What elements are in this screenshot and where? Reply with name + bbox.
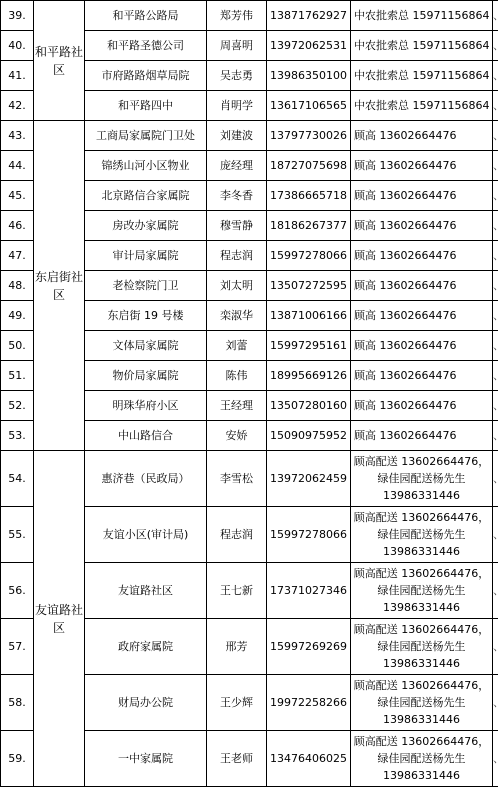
- phone-number: 18727075698: [267, 151, 351, 181]
- contact-person: 栾淑华: [207, 301, 267, 331]
- phone-number: 15090975952: [267, 421, 351, 451]
- phone-number: 13476406025: [267, 731, 351, 787]
- location-name: 老检察院门卫: [85, 271, 207, 301]
- edge-mark: 、: [493, 1, 498, 31]
- row-number: 42.: [1, 91, 34, 121]
- supplier-contact: 顾高 13602664476: [351, 181, 493, 211]
- location-name: 锦绣山河小区物业: [85, 151, 207, 181]
- supplier-contact: 顾高配送 13602664476，绿佳园配送杨先生 13986331446: [351, 563, 493, 619]
- contact-person: 刘蕾: [207, 331, 267, 361]
- location-name: 友谊小区(审计局): [85, 507, 207, 563]
- contact-person: 程志润: [207, 507, 267, 563]
- edge-mark: 、: [493, 391, 498, 421]
- phone-number: 15997278066: [267, 241, 351, 271]
- community-name: 和平路社区: [34, 1, 85, 121]
- row-number: 47.: [1, 241, 34, 271]
- contact-person: 王老师: [207, 731, 267, 787]
- location-name: 和平路公路局: [85, 1, 207, 31]
- edge-mark: 、: [493, 241, 498, 271]
- phone-number: 13507272595: [267, 271, 351, 301]
- edge-mark: 、: [493, 61, 498, 91]
- phone-number: 13507280160: [267, 391, 351, 421]
- edge-mark: 、: [493, 31, 498, 61]
- edge-mark: 、: [493, 731, 498, 787]
- contact-person: 肖明学: [207, 91, 267, 121]
- row-number: 52.: [1, 391, 34, 421]
- row-number: 53.: [1, 421, 34, 451]
- contact-person: 邢芳: [207, 619, 267, 675]
- row-number: 54.: [1, 451, 34, 507]
- phone-number: 13871762927: [267, 1, 351, 31]
- location-name: 和平路四中: [85, 91, 207, 121]
- row-number: 55.: [1, 507, 34, 563]
- contact-person: 庞经理: [207, 151, 267, 181]
- contact-person: 吴志勇: [207, 61, 267, 91]
- row-number: 59.: [1, 731, 34, 787]
- location-name: 一中家属院: [85, 731, 207, 787]
- phone-number: 13797730026: [267, 121, 351, 151]
- supplier-contact: 顾高 13602664476: [351, 301, 493, 331]
- contact-person: 王七新: [207, 563, 267, 619]
- edge-mark: 、: [493, 181, 498, 211]
- supplier-contact: 中农批索总 15971156864: [351, 91, 493, 121]
- location-name: 和平路圣德公司: [85, 31, 207, 61]
- phone-number: 15997278066: [267, 507, 351, 563]
- row-number: 43.: [1, 121, 34, 151]
- supplier-contact: 顾高配送 13602664476，绿佳园配送杨先生 13986331446: [351, 451, 493, 507]
- supplier-contact: 中农批索总 15971156864: [351, 31, 493, 61]
- contact-person: 安娇: [207, 421, 267, 451]
- phone-number: 13617106565: [267, 91, 351, 121]
- location-name: 审计局家属院: [85, 241, 207, 271]
- contact-person: 王经理: [207, 391, 267, 421]
- supplier-contact: 中农批索总 15971156864: [351, 1, 493, 31]
- phone-number: 18995669126: [267, 361, 351, 391]
- contact-person: 穆雪静: [207, 211, 267, 241]
- location-name: 工商局家属院门卫处: [85, 121, 207, 151]
- row-number: 46.: [1, 211, 34, 241]
- table-row: [1, 121, 498, 151]
- row-number: 41.: [1, 61, 34, 91]
- location-name: 北京路信合家属院: [85, 181, 207, 211]
- phone-number: 18186267377: [267, 211, 351, 241]
- supplier-contact: 顾高 13602664476: [351, 331, 493, 361]
- supplier-contact: 顾高 13602664476: [351, 391, 493, 421]
- row-number: 45.: [1, 181, 34, 211]
- table-row: [1, 451, 498, 507]
- supplier-contact: 中农批索总 15971156864: [351, 61, 493, 91]
- phone-number: 17386665718: [267, 181, 351, 211]
- location-name: 友谊路社区: [85, 563, 207, 619]
- edge-mark: 、: [493, 211, 498, 241]
- edge-mark: 、: [493, 301, 498, 331]
- location-name: 房改办家属院: [85, 211, 207, 241]
- contact-person: 李冬香: [207, 181, 267, 211]
- location-name: 中山路信合: [85, 421, 207, 451]
- supplier-contact: 顾高 13602664476: [351, 361, 493, 391]
- phone-number: 15997269269: [267, 619, 351, 675]
- supplier-contact: 顾高 13602664476: [351, 211, 493, 241]
- phone-number: 17371027346: [267, 563, 351, 619]
- supplier-contact: 顾高配送 13602664476，绿佳园配送杨先生 13986331446: [351, 675, 493, 731]
- supplier-contact: 顾高 13602664476: [351, 271, 493, 301]
- edge-mark: 、: [493, 507, 498, 563]
- edge-mark: 、: [493, 361, 498, 391]
- row-number: 51.: [1, 361, 34, 391]
- row-number: 58.: [1, 675, 34, 731]
- supplier-contact: 顾高 13602664476: [351, 241, 493, 271]
- edge-mark: 、: [493, 331, 498, 361]
- phone-number: 19972258266: [267, 675, 351, 731]
- edge-mark: 、: [493, 563, 498, 619]
- edge-mark: 、: [493, 675, 498, 731]
- supplier-contact: 顾高 13602664476: [351, 121, 493, 151]
- supplier-contact: 顾高 13602664476: [351, 151, 493, 181]
- row-number: 44.: [1, 151, 34, 181]
- edge-mark: 、: [493, 121, 498, 151]
- location-name: 明珠华府小区: [85, 391, 207, 421]
- phone-number: 13972062459: [267, 451, 351, 507]
- supplier-contact: 顾高配送 13602664476，绿佳园配送杨先生 13986331446: [351, 507, 493, 563]
- contact-person: 刘太明: [207, 271, 267, 301]
- row-number: 56.: [1, 563, 34, 619]
- location-name: 惠济巷（民政局）: [85, 451, 207, 507]
- phone-number: 15997295161: [267, 331, 351, 361]
- location-name: 市府路路烟草局院: [85, 61, 207, 91]
- phone-number: 13871006166: [267, 301, 351, 331]
- table-body: [1, 1, 504, 787]
- row-number: 57.: [1, 619, 34, 675]
- contact-person: 王少辉: [207, 675, 267, 731]
- row-number: 40.: [1, 31, 34, 61]
- row-number: 39.: [1, 1, 34, 31]
- location-name: 政府家属院: [85, 619, 207, 675]
- contact-person: 程志润: [207, 241, 267, 271]
- contact-person: 郑芳伟: [207, 1, 267, 31]
- edge-mark: 、: [493, 271, 498, 301]
- phone-number: 13972062531: [267, 31, 351, 61]
- community-name: 东启街社区: [34, 121, 85, 451]
- edge-mark: 、: [493, 91, 498, 121]
- row-number: 49.: [1, 301, 34, 331]
- table-row: [1, 1, 498, 31]
- location-name: 文体局家属院: [85, 331, 207, 361]
- contact-person: 陈伟: [207, 361, 267, 391]
- community-name: 友谊路社区: [34, 451, 85, 787]
- row-number: 50.: [1, 331, 34, 361]
- contact-person: 刘建波: [207, 121, 267, 151]
- row-number: 48.: [1, 271, 34, 301]
- phone-number: 13986350100: [267, 61, 351, 91]
- edge-mark: 、: [493, 451, 498, 507]
- supplier-contact: 顾高 13602664476: [351, 421, 493, 451]
- edge-mark: 、: [493, 151, 498, 181]
- supplier-contact: 顾高配送 13602664476，绿佳园配送杨先生 13986331446: [351, 731, 493, 787]
- contact-person: 周喜明: [207, 31, 267, 61]
- contact-person: 李雪松: [207, 451, 267, 507]
- supplier-contact: 顾高配送 13602664476，绿佳园配送杨先生 13986331446: [351, 619, 493, 675]
- location-name: 东启街 19 号楼: [85, 301, 207, 331]
- location-name: 财局办公院: [85, 675, 207, 731]
- edge-mark: 、: [493, 619, 498, 675]
- edge-mark: 、: [493, 421, 498, 451]
- location-name: 物价局家属院: [85, 361, 207, 391]
